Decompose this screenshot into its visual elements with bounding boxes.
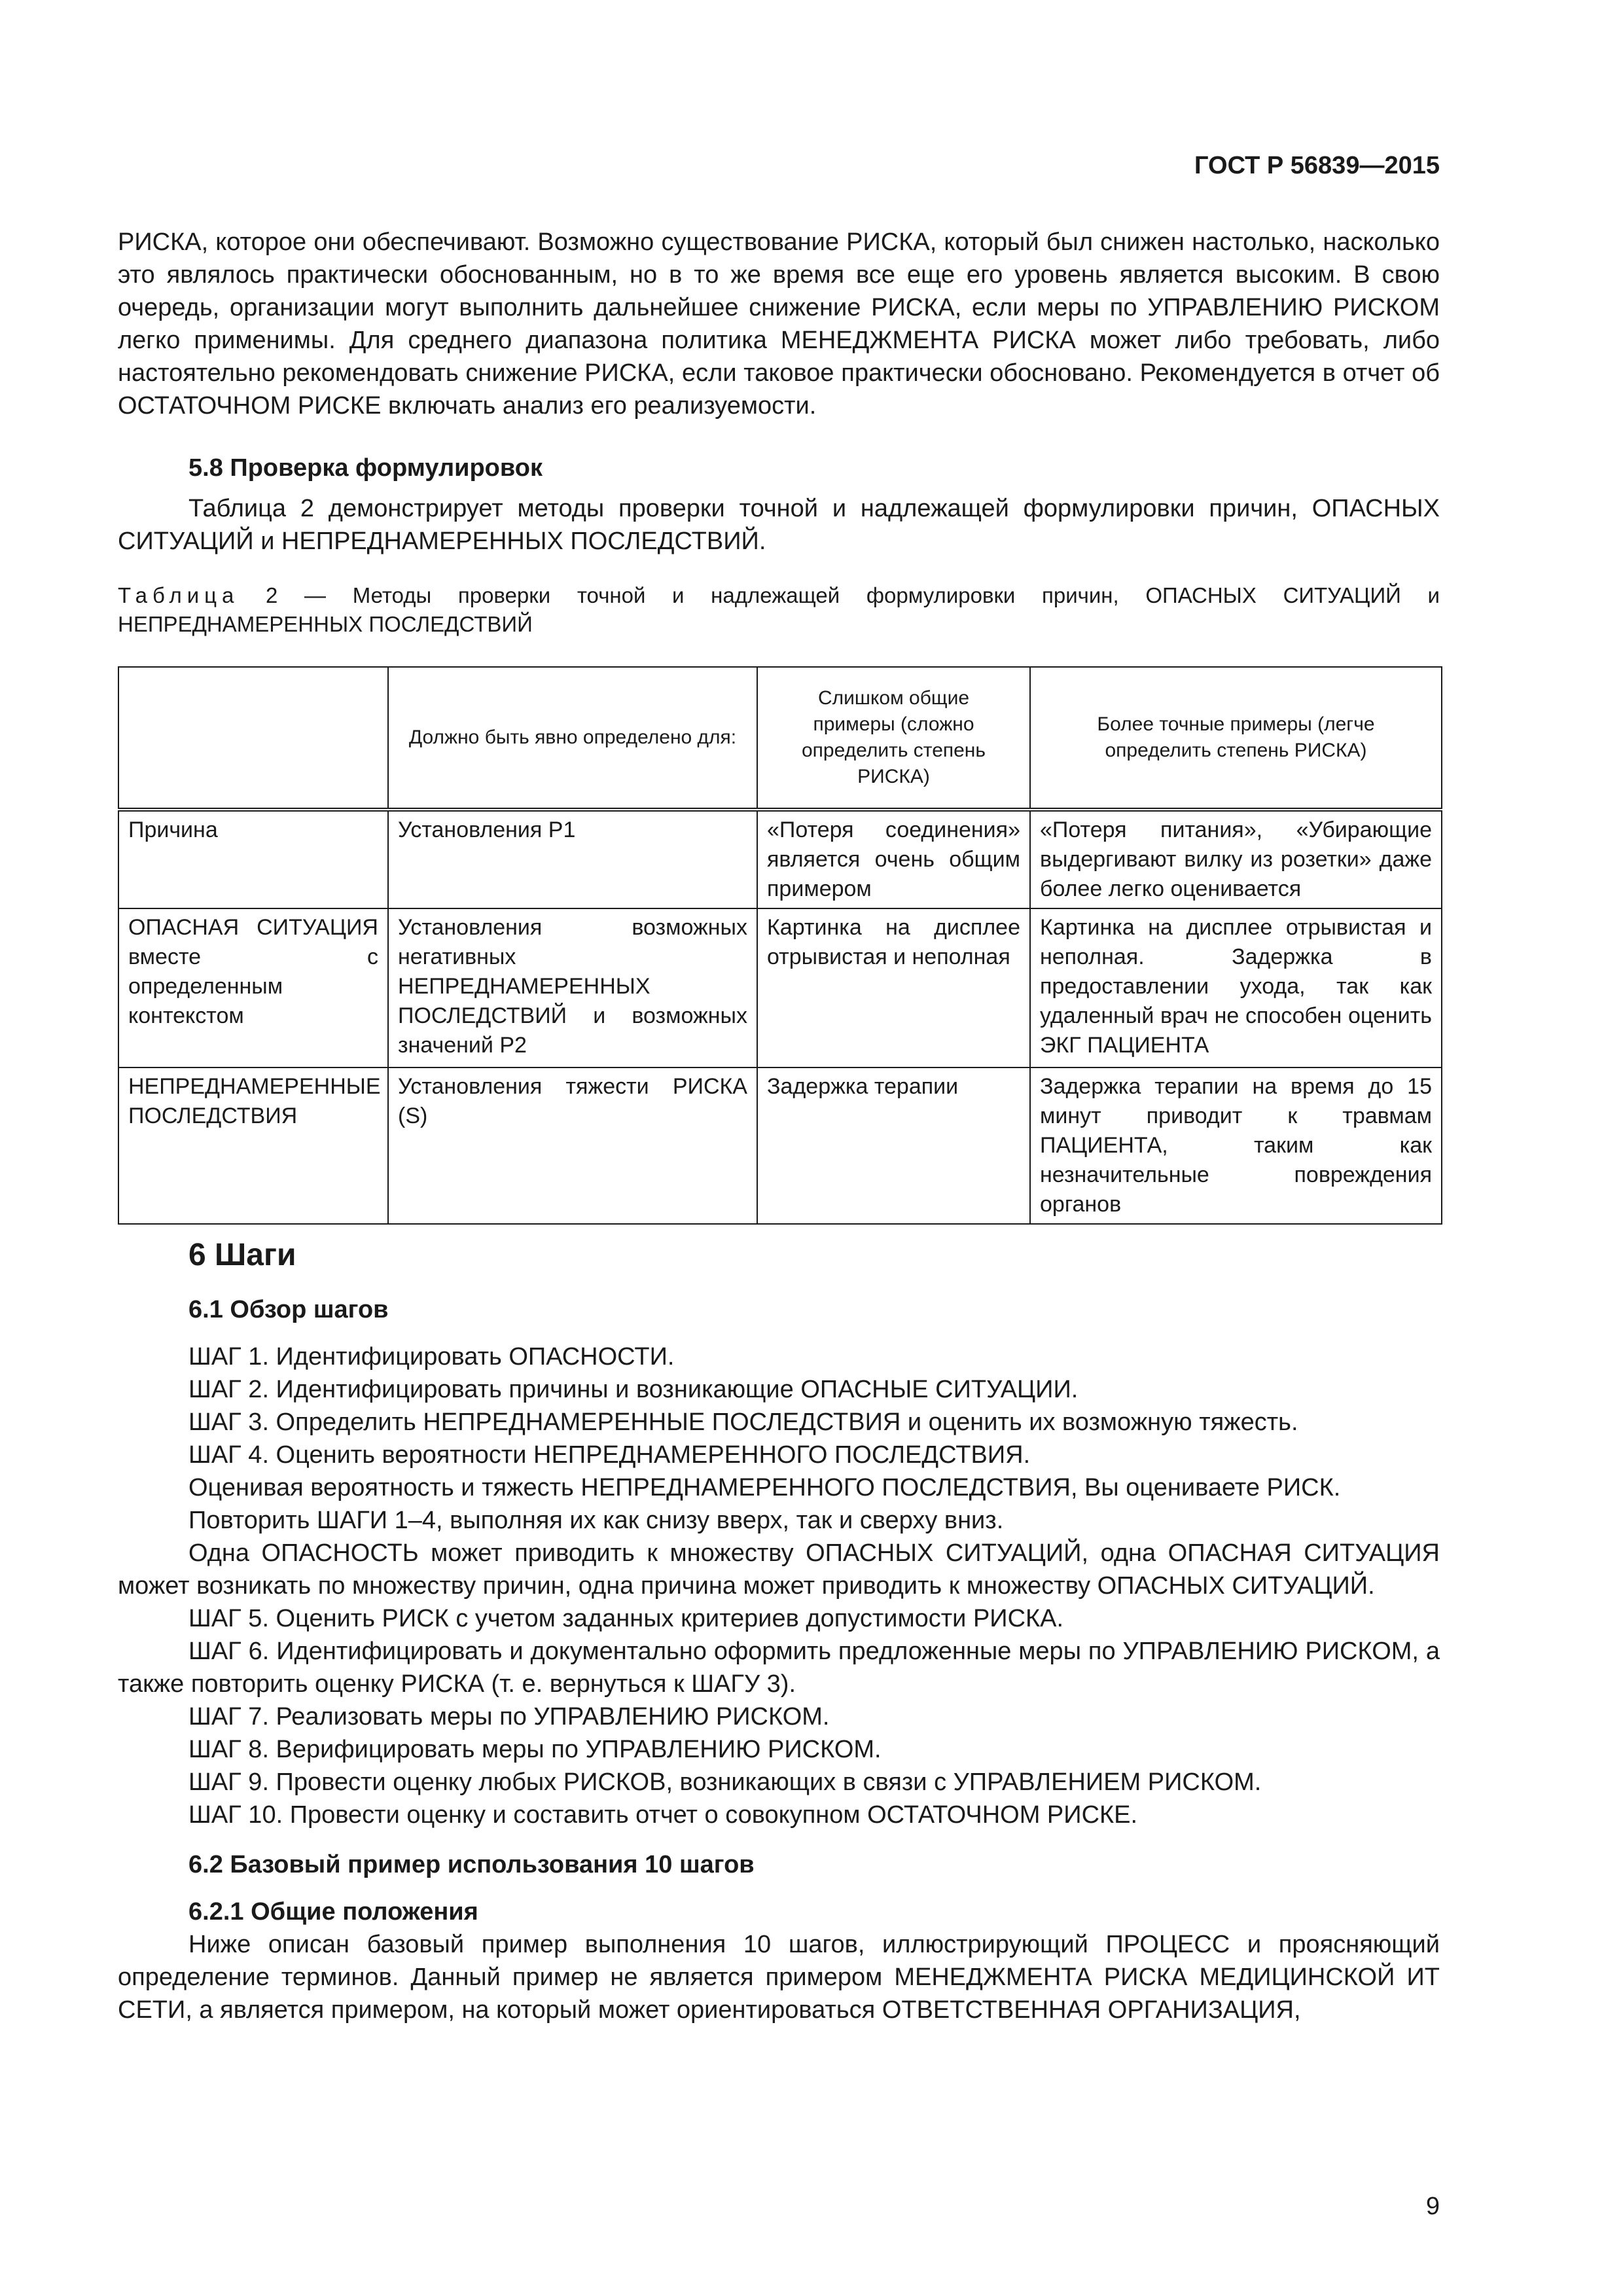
list-item: ШАГ 2. Идентифицировать причины и возникающие ОПАСНЫЕ СИТУАЦИИ. [188,1376,1079,1403]
list-item: Оценивая вероятность и тяжесть НЕПРЕДНАМЕРЕННОГО ПОСЛЕДСТВИЯ, Вы оцениваете РИСК. [188,1474,1341,1501]
section-5-8-paragraph: Таблица 2 демонстрирует методы проверки точной и надлежащей формулировки причин, ОПАСНЫХ СИТУАЦИЙ и НЕПРЕДНАМЕРЕННЫХ ПОСЛЕДСТВИЙ. [118,495,1440,555]
table-row [118,1067,1442,1224]
page-number: 9 [1425,2193,1440,2220]
list-item: ШАГ 8. Верифицировать меры по УПРАВЛЕНИЮ РИСКОМ. [188,1736,882,1763]
section-6-2-1-paragraph: Ниже описан базовый пример выполнения 10 шагов, иллюстрирующий ПРОЦЕСС и проясняющий определение терминов. Данный пример не является примером МЕНЕДЖМЕНТА РИСКА МЕДИЦИНСКОЙ ИТ СЕТИ, а является примером, на который может ориентироваться ОТВЕТСТВЕННАЯ ОРГАНИЗАЦИЯ, [118,1931,1440,2024]
table-row [118,810,1442,908]
table-header-cell: Должно быть явно определено для: [388,667,757,810]
table-cell: Картинка на дисплее отрывистая и неполная [757,908,1030,1067]
list-item: ШАГ 5. Оценить РИСК с учетом заданных критериев допустимости РИСКА. [188,1605,1064,1632]
section-5-8-heading: 5.8 Проверка формулировок [188,454,543,482]
intro-paragraph: РИСКА, которое они обеспечивают. Возможно существование РИСКА, который был снижен настолько, насколько это являлось практически обоснованным, но в то же время все еще его уровень является высоким. В свою очередь, организации могут выполнить дальнейшее снижение РИСКА, если меры по УПРАВЛЕНИЮ РИСКОМ легко применимы. Для среднего диапазона политика МЕНЕДЖМЕНТА РИСКА может либо требовать, либо настоятельно рекомендовать снижение РИСКА, если таковое практически обосновано. Рекомендуется в отчет об ОСТАТОЧНОМ РИСКЕ включать анализ его реализуемости. [118,228,1440,420]
table-cell: Задержка терапии [757,1067,1030,1224]
table-caption-lead: Таблица [118,583,240,607]
section-6-2-heading: 6.2 Базовый пример использования 10 шагов [188,1851,755,1878]
verification-table-wrapper [118,666,1440,1225]
table-cell: Картинка на дисплее отрывистая и неполная. Задержка в предоставлении ухода, так как удаленный врач не способен оценить ЭКГ ПАЦИЕНТА [1030,908,1442,1067]
section-6-1-heading: 6.1 Обзор шагов [188,1296,389,1323]
table-cell: НЕПРЕДНАМЕРЕННЫЕ ПОСЛЕДСТВИЯ [118,1067,388,1224]
table-cell: Причина [118,810,388,908]
document-code-header: ГОСТ Р 56839—2015 [1194,152,1440,179]
list-item: ШАГ 7. Реализовать меры по УПРАВЛЕНИЮ РИСКОМ. [188,1703,830,1731]
list-item: ШАГ 3. Определить НЕПРЕДНАМЕРЕННЫЕ ПОСЛЕДСТВИЯ и оценить их возможную тяжесть. [188,1408,1298,1436]
list-item: ШАГ 4. Оценить вероятности НЕПРЕДНАМЕРЕННОГО ПОСЛЕДСТВИЯ. [188,1441,1031,1469]
section-6-heading: 6 Шаги [188,1238,296,1272]
intro-block [118,226,1440,422]
table-cell: Установления тяжести РИСКА (S) [388,1067,757,1224]
table-cell: «Потеря соединения» является очень общим примером [757,810,1030,908]
verification-table [118,666,1442,1225]
list-item: ШАГ 6. Идентифицировать и документально оформить предложенные меры по УПРАВЛЕНИЮ РИСКОМ, а также повторить оценку РИСКА (т. е. вернуться к ШАГУ 3). [118,1638,1440,1698]
table-cell: Установления возможных негативных НЕПРЕДНАМЕРЕННЫХ ПОСЛЕДСТВИЙ и возможных значений P2 [388,908,757,1067]
table-caption-text: 2 — Методы проверки точной и надлежащей формулировки причин, ОПАСНЫХ СИТУАЦИЙ и НЕПРЕДНАМЕРЕННЫХ ПОСЛЕДСТВИЙ [118,583,1440,636]
list-item: Одна ОПАСНОСТЬ может приводить к множеству ОПАСНЫХ СИТУАЦИЙ, одна ОПАСНАЯ СИТУАЦИЯ может возникать по множеству причин, одна причина может приводить к множеству ОПАСНЫХ СИТУАЦИЙ. [118,1539,1440,1600]
table-cell: ОПАСНАЯ СИТУАЦИЯ вместе с определенным контекстом [118,908,388,1067]
list-item: ШАГ 1. Идентифицировать ОПАСНОСТИ. [188,1343,675,1371]
section-6 [118,1236,1440,2026]
steps-list [118,1340,1440,1831]
table-caption [118,581,1440,639]
table-header-cell: Слишком общие примеры (сложно определить степень РИСКА) [757,667,1030,810]
section-5-8 [118,452,1440,558]
list-item: Повторить ШАГИ 1–4, выполняя их как снизу вверх, так и сверху вниз. [188,1507,1004,1534]
document-page [118,0,1440,2296]
section-6-2-1-heading: 6.2.1 Общие положения [188,1898,478,1926]
table-header-cell: Более точные примеры (легче определить степень РИСКА) [1030,667,1442,810]
list-item: ШАГ 9. Провести оценку любых РИСКОВ, возникающих в связи с УПРАВЛЕНИЕМ РИСКОМ. [188,1768,1262,1796]
list-item: ШАГ 10. Провести оценку и составить отчет о совокупном ОСТАТОЧНОМ РИСКЕ. [188,1801,1138,1829]
table-header-row [118,667,1442,810]
table-header-cell [118,667,388,810]
table-row [118,908,1442,1067]
table-cell: Установления P1 [388,810,757,908]
table-cell: «Потеря питания», «Убирающие выдергивают вилку из розетки» даже более легко оценивается [1030,810,1442,908]
table-cell: Задержка терапии на время до 15 минут приводит к травмам ПАЦИЕНТА, таким как незначительные повреждения органов [1030,1067,1442,1224]
